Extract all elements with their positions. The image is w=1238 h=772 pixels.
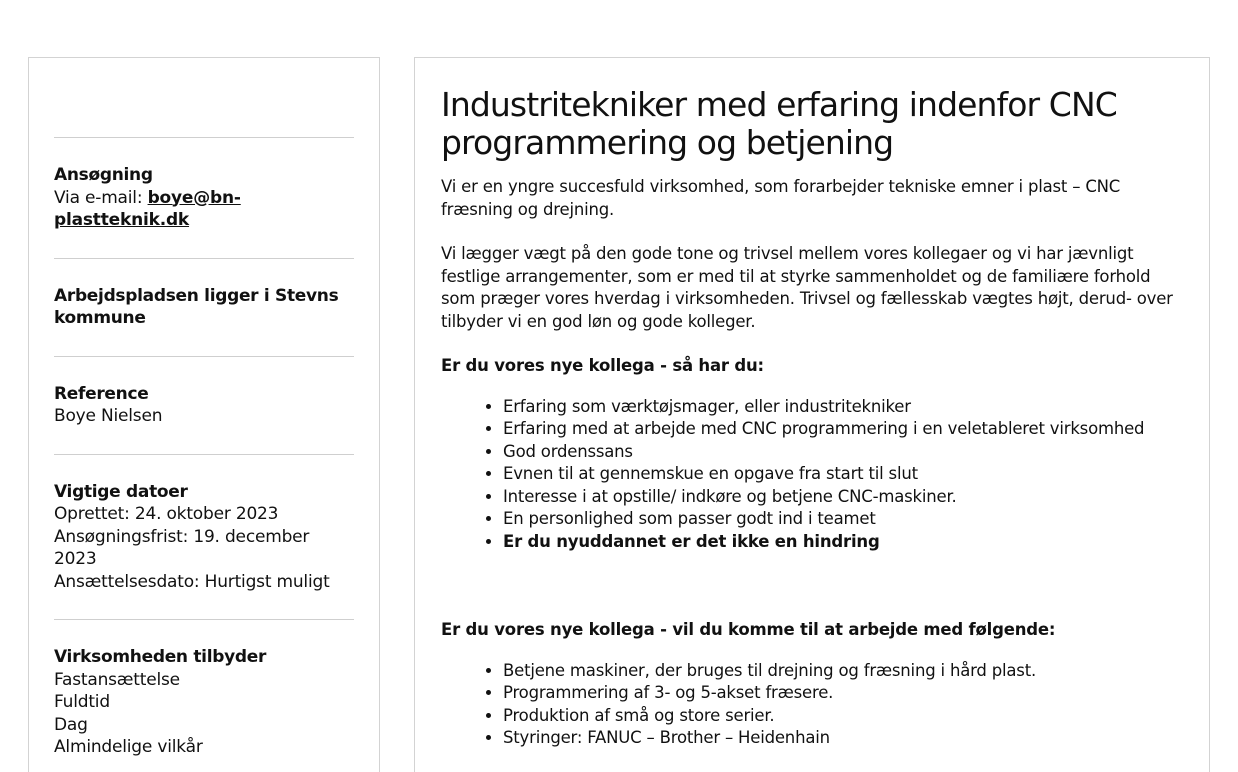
tasks-heading: Er du vores nye kollega - vil du komme til at arbejde med følgende: [441,620,1056,639]
workplace-heading: Arbejdspladsen ligger i Stevns kommune [54,285,339,328]
offer-item: Dag [54,714,88,735]
reference-name: Boye Nielsen [54,406,163,426]
list-item: • Evnen til at gennemskue en opgave fra start til slut [503,463,1183,486]
offers-heading: Virksomheden tilbyder [54,647,267,667]
tasks-list [441,660,1183,750]
application-prefix: Via e-mail: [54,187,148,208]
offer-item: Fastansættelse [54,669,180,690]
requirements-heading: Er du vores nye kollega - så har du: [441,356,764,375]
start-date: Ansættelsesdato: Hurtigst muligt [54,571,330,592]
created-date: Oprettet: 24. oktober 2023 [54,504,279,524]
sidebar-top-divider [54,58,354,138]
intro-paragraph: Vi er en yngre succesfuld virksomhed, som forarbejder tekniske emner i plast – CNC fræsning og drejning. [441,177,1121,219]
list-item: • Erfaring med at arbejde med CNC programmering i en veletableret virksomhed [503,418,1183,441]
list-item: • Programmering af 3- og 5-akset fræsere. [503,682,1183,705]
list-item: • God ordenssans [503,441,1183,464]
offer-item: Almindelige vilkår [54,737,203,757]
reference-heading: Reference [54,383,149,404]
job-title: Industritekniker med erfaring indenfor CNC programmering og betjening [441,85,1117,162]
reference-section [54,357,354,455]
application-contact [54,187,354,232]
application-heading: Ansøgning [54,165,153,185]
application-section [54,138,354,259]
offer-item: Fuldtid [54,692,110,712]
job-info-sidebar [28,57,380,772]
job-description [414,57,1210,772]
culture-paragraph: Vi lægger vægt på den gode tone og trivsel mellem vores kollegaer og vi har jævnligt festlige arrangementer, som er med til at styrke sammenholdet og de familiære forhold som præger vores hverdag i virksomheden. Trivsel og fællesskab vægtes højt, derud- over tilbyder vi en god løn og gode kolleger. [441,244,1173,331]
list-item: • Erfaring som værktøjsmager, eller industritekniker [503,396,1183,419]
dates-section [54,455,354,621]
list-item: • Produktion af små og store serier. [503,705,1183,728]
list-item: • Styringer: FANUC – Brother – Heidenhain [503,727,1183,750]
offers-section [54,620,354,772]
dates-heading: Vigtige datoer [54,481,188,502]
section-spacer [441,575,1183,619]
list-item: • Er du nyuddannet er det ikke en hindring [503,531,1183,554]
requirements-list [441,396,1183,554]
list-item: • Interesse i at opstille/ indkøre og betjene CNC-maskiner. [503,486,1183,509]
workplace-section [54,259,354,357]
application-email-link[interactable]: boye@bn-plastteknik.dk [54,187,241,230]
application-deadline: Ansøgningsfrist: 19. december 2023 [54,526,310,569]
list-item: • Betjene maskiner, der bruges til drejning og fræsning i hård plast. [503,660,1183,683]
list-item: • En personlighed som passer godt ind i teamet [503,508,1183,531]
